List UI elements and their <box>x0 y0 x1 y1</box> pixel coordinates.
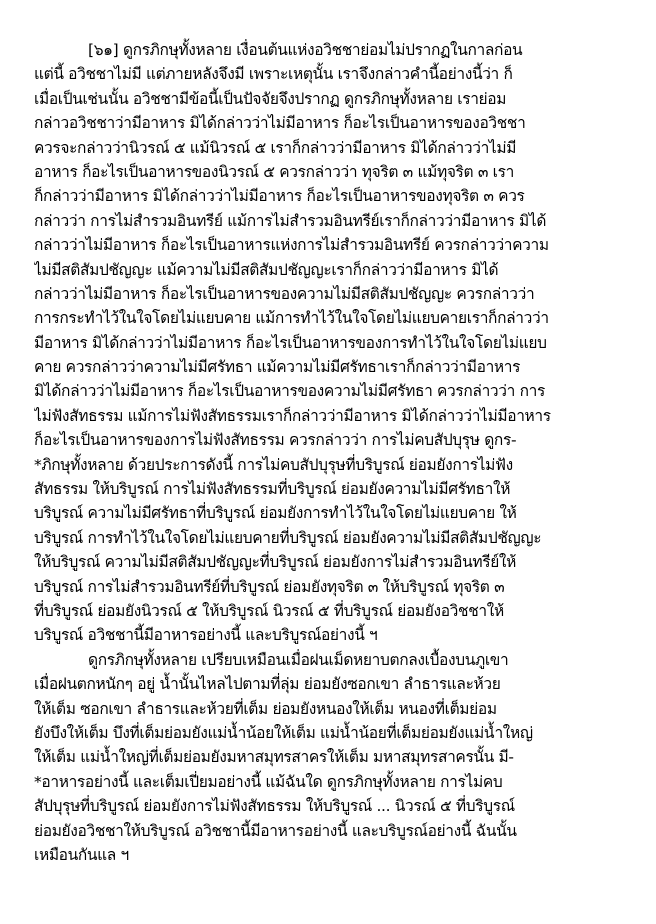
text-line: ก็อะไรเป็นอาหารของการไม่ฟังสัทธรรม ควรกล่าวว่า การไม่คบสัปบุรุษ ดูกร- <box>34 431 517 450</box>
text-line: เมื่อเป็นเช่นนั้น อวิชชามีข้อนี้เป็นปัจจัยจึงปรากฏ ดูกรภิกษุทั้งหลาย เราย่อม <box>34 89 507 108</box>
text-line: *อาหารอย่างนี้ และเต็มเปี่ยมอย่างนี้ แม้ฉันใด ดูกรภิกษุทั้งหลาย การไม่คบ <box>34 772 503 791</box>
text-line: ให้บริบูรณ์ ความไม่มีสติสัมปชัญญะที่บริบูรณ์ ย่อมยังการไม่สำรวมอินทรีย์ให้ <box>34 553 517 572</box>
text-line: กล่าวว่าไม่มีอาหาร ก็อะไรเป็นอาหารของความไม่มีสติสัมปชัญญะ ควรกล่าวว่า <box>34 284 535 303</box>
text-line: [๖๑] ดูกรภิกษุทั้งหลาย เงื่อนต้นแห่งอวิชชาย่อมไม่ปรากฏในกาลก่อน <box>88 41 523 59</box>
text-line: ให้เต็ม ซอกเขา ลำธารและห้วยที่เต็ม ย่อมยังหนองให้เต็ม หนองที่เต็มย่อม <box>34 699 497 718</box>
text-line: มิได้กล่าวว่าไม่มีอาหาร ก็อะไรเป็นอาหารของความไม่มีศรัทธา ควรกล่าวว่า การ <box>34 382 545 401</box>
text-line: *ภิกษุทั้งหลาย ด้วยประการดังนี้ การไม่คบสัปบุรุษที่บริบูรณ์ ย่อมยังการไม่ฟัง <box>34 455 513 474</box>
text-line: สัทธรรม ให้บริบูรณ์ การไม่ฟังสัทธรรมที่บริบูรณ์ ย่อมยังความไม่มีศรัทธาให้ <box>34 480 511 499</box>
text-line: บริบูรณ์ ความไม่มีศรัทธาที่บริบูรณ์ ย่อมยังการทำไว้ในใจโดยไม่แยบคาย ให้ <box>34 504 517 523</box>
text-line: บริบูรณ์ การไม่สำรวมอินทรีย์ที่บริบูรณ์ ย่อมยังทุจริต ๓ ให้บริบูรณ์ ทุจริต ๓ <box>34 577 505 596</box>
text-line: ควรจะกล่าวว่านิวรณ์ ๕ แม้นิวรณ์ ๕ เราก็กล่าวว่ามีอาหาร มิได้กล่าวว่าไม่มี <box>34 138 517 157</box>
text-line: ไม่มีสติสัมปชัญญะ แม้ความไม่มีสติสัมปชัญญะเราก็กล่าวว่ามีอาหาร มิได้ <box>34 260 499 279</box>
text-line: บริบูรณ์ อวิชชานี้มีอาหารอย่างนี้ และบริบูรณ์อย่างนี้ ฯ <box>34 626 378 645</box>
text-line: ไม่ฟังสัทธรรม แม้การไม่ฟังสัทธรรมเราก็กล่าวว่ามีอาหาร มิได้กล่าวว่าไม่มีอาหาร <box>34 406 551 425</box>
text-line: ย่อมยังอวิชชาให้บริบูรณ์ อวิชชานี้มีอาหารอย่างนี้ และบริบูรณ์อย่างนี้ ฉันนั้น <box>34 821 517 840</box>
text-line: บริบูรณ์ การทำไว้ในใจโดยไม่แยบคายที่บริบูรณ์ ย่อมยังความไม่มีสติสัมปชัญญะ <box>34 528 542 547</box>
document-body <box>34 38 626 867</box>
text-line: การกระทำไว้ในใจโดยไม่แยบคาย แม้การทำไว้ในใจโดยไม่แยบคายเราก็กล่าวว่า <box>34 309 549 328</box>
text-line: มีอาหาร มิได้กล่าวว่าไม่มีอาหาร ก็อะไรเป็นอาหารของการทำไว้ในใจโดยไม่แยบ <box>34 333 547 352</box>
text-line: คาย ควรกล่าวว่าความไม่มีศรัทธา แม้ความไม่มีศรัทธาเราก็กล่าวว่ามีอาหาร <box>34 358 521 377</box>
text-line: กล่าวว่า การไม่สำรวมอินทรีย์ แม้การไม่สำรวมอินทรีย์เราก็กล่าวว่ามีอาหาร มิได้ <box>34 211 547 230</box>
text-line: ดูกรภิกษุทั้งหลาย เปรียบเหมือนเมื่อฝนเม็ดหยาบตกลงเบื้องบนภูเขา <box>88 650 509 669</box>
text-line: เหมือนกันแล ฯ <box>34 845 129 864</box>
text-line: ก็กล่าวว่ามีอาหาร มิได้กล่าวว่าไม่มีอาหาร ก็อะไรเป็นอาหารของทุจริต ๓ ควร <box>34 187 525 206</box>
text-line: กล่าวอวิชชาว่ามีอาหาร มิได้กล่าวว่าไม่มีอาหาร ก็อะไรเป็นอาหารของอวิชชา <box>34 114 526 133</box>
text-line: กล่าวว่าไม่มีอาหาร ก็อะไรเป็นอาหารแห่งการไม่สำรวมอินทรีย์ ควรกล่าวว่าความ <box>34 236 549 255</box>
text-line: อาหาร ก็อะไรเป็นอาหารของนิวรณ์ ๕ ควรกล่าวว่า ทุจริต ๓ แม้ทุจริต ๓ เรา <box>34 162 514 181</box>
text-line: ยังบึงให้เต็ม บึงที่เต็มย่อมยังแม่น้ำน้อยให้เต็ม แม่น้ำน้อยที่เต็มย่อมยังแม่น้ำใหญ่ <box>34 723 533 742</box>
text-line: ให้เต็ม แม่น้ำใหญ่ที่เต็มย่อมยังมหาสมุทรสาครให้เต็ม มหาสมุทรสาครนั้น มี- <box>34 748 514 767</box>
text-line: สัปบุรุษที่บริบูรณ์ ย่อมยังการไม่ฟังสัทธรรม ให้บริบูรณ์ ... นิวรณ์ ๕ ที่บริบูรณ์ <box>34 797 515 816</box>
text-line: เมื่อฝนตกหนักๆ อยู่ น้ำนั้นไหลไปตามที่ลุ่ม ย่อมยังซอกเขา ลำธารและห้วย <box>34 675 501 694</box>
text-line: แต่นี้ อวิชชาไม่มี แต่ภายหลังจึงมี เพราะเหตุนั้น เราจึงกล่าวคำนี้อย่างนี้ว่า ก็ <box>34 65 513 84</box>
text-line: ที่บริบูรณ์ ย่อมยังนิวรณ์ ๕ ให้บริบูรณ์ นิวรณ์ ๕ ที่บริบูรณ์ ย่อมยังอวิชชาให้ <box>34 601 504 620</box>
